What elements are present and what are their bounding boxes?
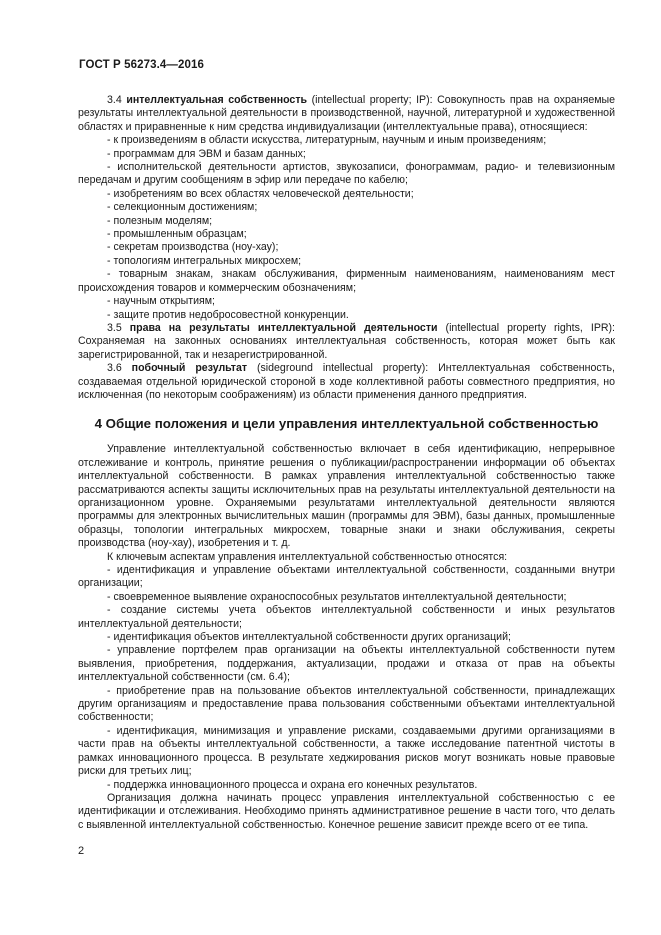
- list-item: - идентификация объектов интеллектуальной собственности других организаций;: [107, 631, 511, 644]
- definition-text: (intellectual property; IP): Совокупность прав на охраняемые результаты интеллектуальной деятельности в производственной, научной, литературной и художественной областях и приравненные к ним средства индивидуализации (интеллектуальные права), относящиеся:: [78, 94, 616, 133]
- list-item: - создание системы учета объектов интеллектуальной собственности и иных результатов интеллектуальной деятельности;: [78, 604, 615, 630]
- list-item: - программам для ЭВМ и базам данных;: [107, 147, 306, 160]
- list-item: - топологиям интегральных микросхем;: [107, 254, 302, 267]
- list-item: - промышленным образцам;: [107, 228, 247, 241]
- defined-term: побочный результат: [131, 362, 248, 375]
- definition-3-6: [78, 362, 615, 402]
- document-header: ГОСТ Р 56273.4—2016: [79, 59, 204, 71]
- list-item: - исполнительской деятельности артистов, звукозаписи, фонограммам, радио- и телевизионным передачам и другим сообщениям в эфир или передаче по кабелю;: [78, 161, 615, 187]
- list-item: - научным открытиям;: [107, 295, 215, 308]
- defined-term: права на результаты интеллектуальной деятельности: [129, 321, 438, 334]
- list-item: - полезным моделям;: [107, 214, 213, 227]
- list-item: - своевременное выявление охраноспособных результатов интеллектуальной деятельности;: [107, 590, 567, 603]
- list-item: - идентификация и управление объектами интеллектуальной собственности, созданными внутри организации;: [78, 564, 615, 590]
- definition-text: (intellectual property rights, IPR): Сохраняемая на законных основаниях интеллектуальная собственность, которая может быть как зарегистрированной, так и незарегистрированной.: [78, 321, 616, 361]
- list-item: - секретам производства (ноу-хау);: [107, 241, 279, 254]
- definition-3-5: [78, 322, 615, 362]
- paragraph: Организация должна начинать процесс управления интеллектуальной собственностью с ее идентификации и отслеживания. Необходимо принять административное решение в части того, что делать с выявленной интеллектуальной собственностью. Конечное решение зависит прежде всего от ее типа.: [78, 791, 615, 831]
- section-heading: 4 Общие положения и цели управления интеллектуальной собственностью: [94, 416, 599, 432]
- page-content: [78, 94, 615, 832]
- list-item: - идентификация, минимизация и управление рисками, создаваемыми другими организациями в части прав на объекты интеллектуальной собственности, а также исследование патентной чистоты в рамках инновационного процесса. В результате хеджирования рисков могут возникать новые правовые риски для третьих лиц;: [78, 724, 615, 778]
- defined-term: интеллектуальная собственность: [126, 94, 308, 106]
- list-item: - товарным знакам, знакам обслуживания, фирменным наименованиям, наименованиям мест происхождения товаров и коммерческим обозначениям;: [78, 268, 615, 294]
- clause-number: 3.4: [107, 94, 122, 106]
- list-item: - приобретение прав на пользование объектов интеллектуальной собственности, принадлежащих другим организациям и предоставление права пользования собственными объектами интеллектуальной собственности;: [78, 684, 615, 724]
- list-item: - селекционным достижениям;: [107, 201, 258, 214]
- clause-number: 3.5: [107, 321, 122, 334]
- page-number: 2: [78, 845, 85, 857]
- paragraph: К ключевым аспектам управления интеллектуальной собственностью относятся:: [107, 550, 508, 563]
- list-item: - к произведениям в области искусства, литературным, научным и иным произведениям;: [107, 134, 547, 147]
- definition-3-4: [78, 94, 615, 134]
- clause-number: 3.6: [107, 362, 122, 375]
- list-item: - изобретениям во всех областях человеческой деятельности;: [107, 187, 414, 200]
- list-item: - защите против недобросовестной конкуренции.: [107, 308, 349, 321]
- list-item: - управление портфелем прав организации на объекты интеллектуальной собственности путем выявления, приобретения, поддержания, актуализации, продажи и отказа от прав на объекты интеллектуальной собственности (см. 6.4);: [78, 644, 615, 684]
- list-item: - поддержка инновационного процесса и охрана его конечных результатов.: [107, 778, 478, 791]
- definition-text: (sideground intellectual property): Интеллектуальная собственность, создаваемая отдельной юридической стороной в ходе коллективной работы совместного предприятия, но исключенная (по некоторым соображениям) из области применения данного предприятия.: [78, 362, 615, 401]
- paragraph: Управление интеллектуальной собственностью включает в себя идентификацию, непрерывное отслеживание и контроль, принятие решения о публикации/распространении информации об объектах интеллектуальной собственности. В рамках управления интеллектуальной собственностью также рассматриваются аспекты защиты исключительных прав на результаты интеллектуальной деятельности на организационном уровне. Охраняемыми результатами интеллектуальной деятельности являются программы для электронных вычислительных машин (программы для ЭВМ), базы данных, промышленные образцы, топологии интегральных микросхем, товарные знаки и знаки обслуживания, секреты производства (ноу-хау), изобретения и т. д.: [78, 443, 615, 550]
